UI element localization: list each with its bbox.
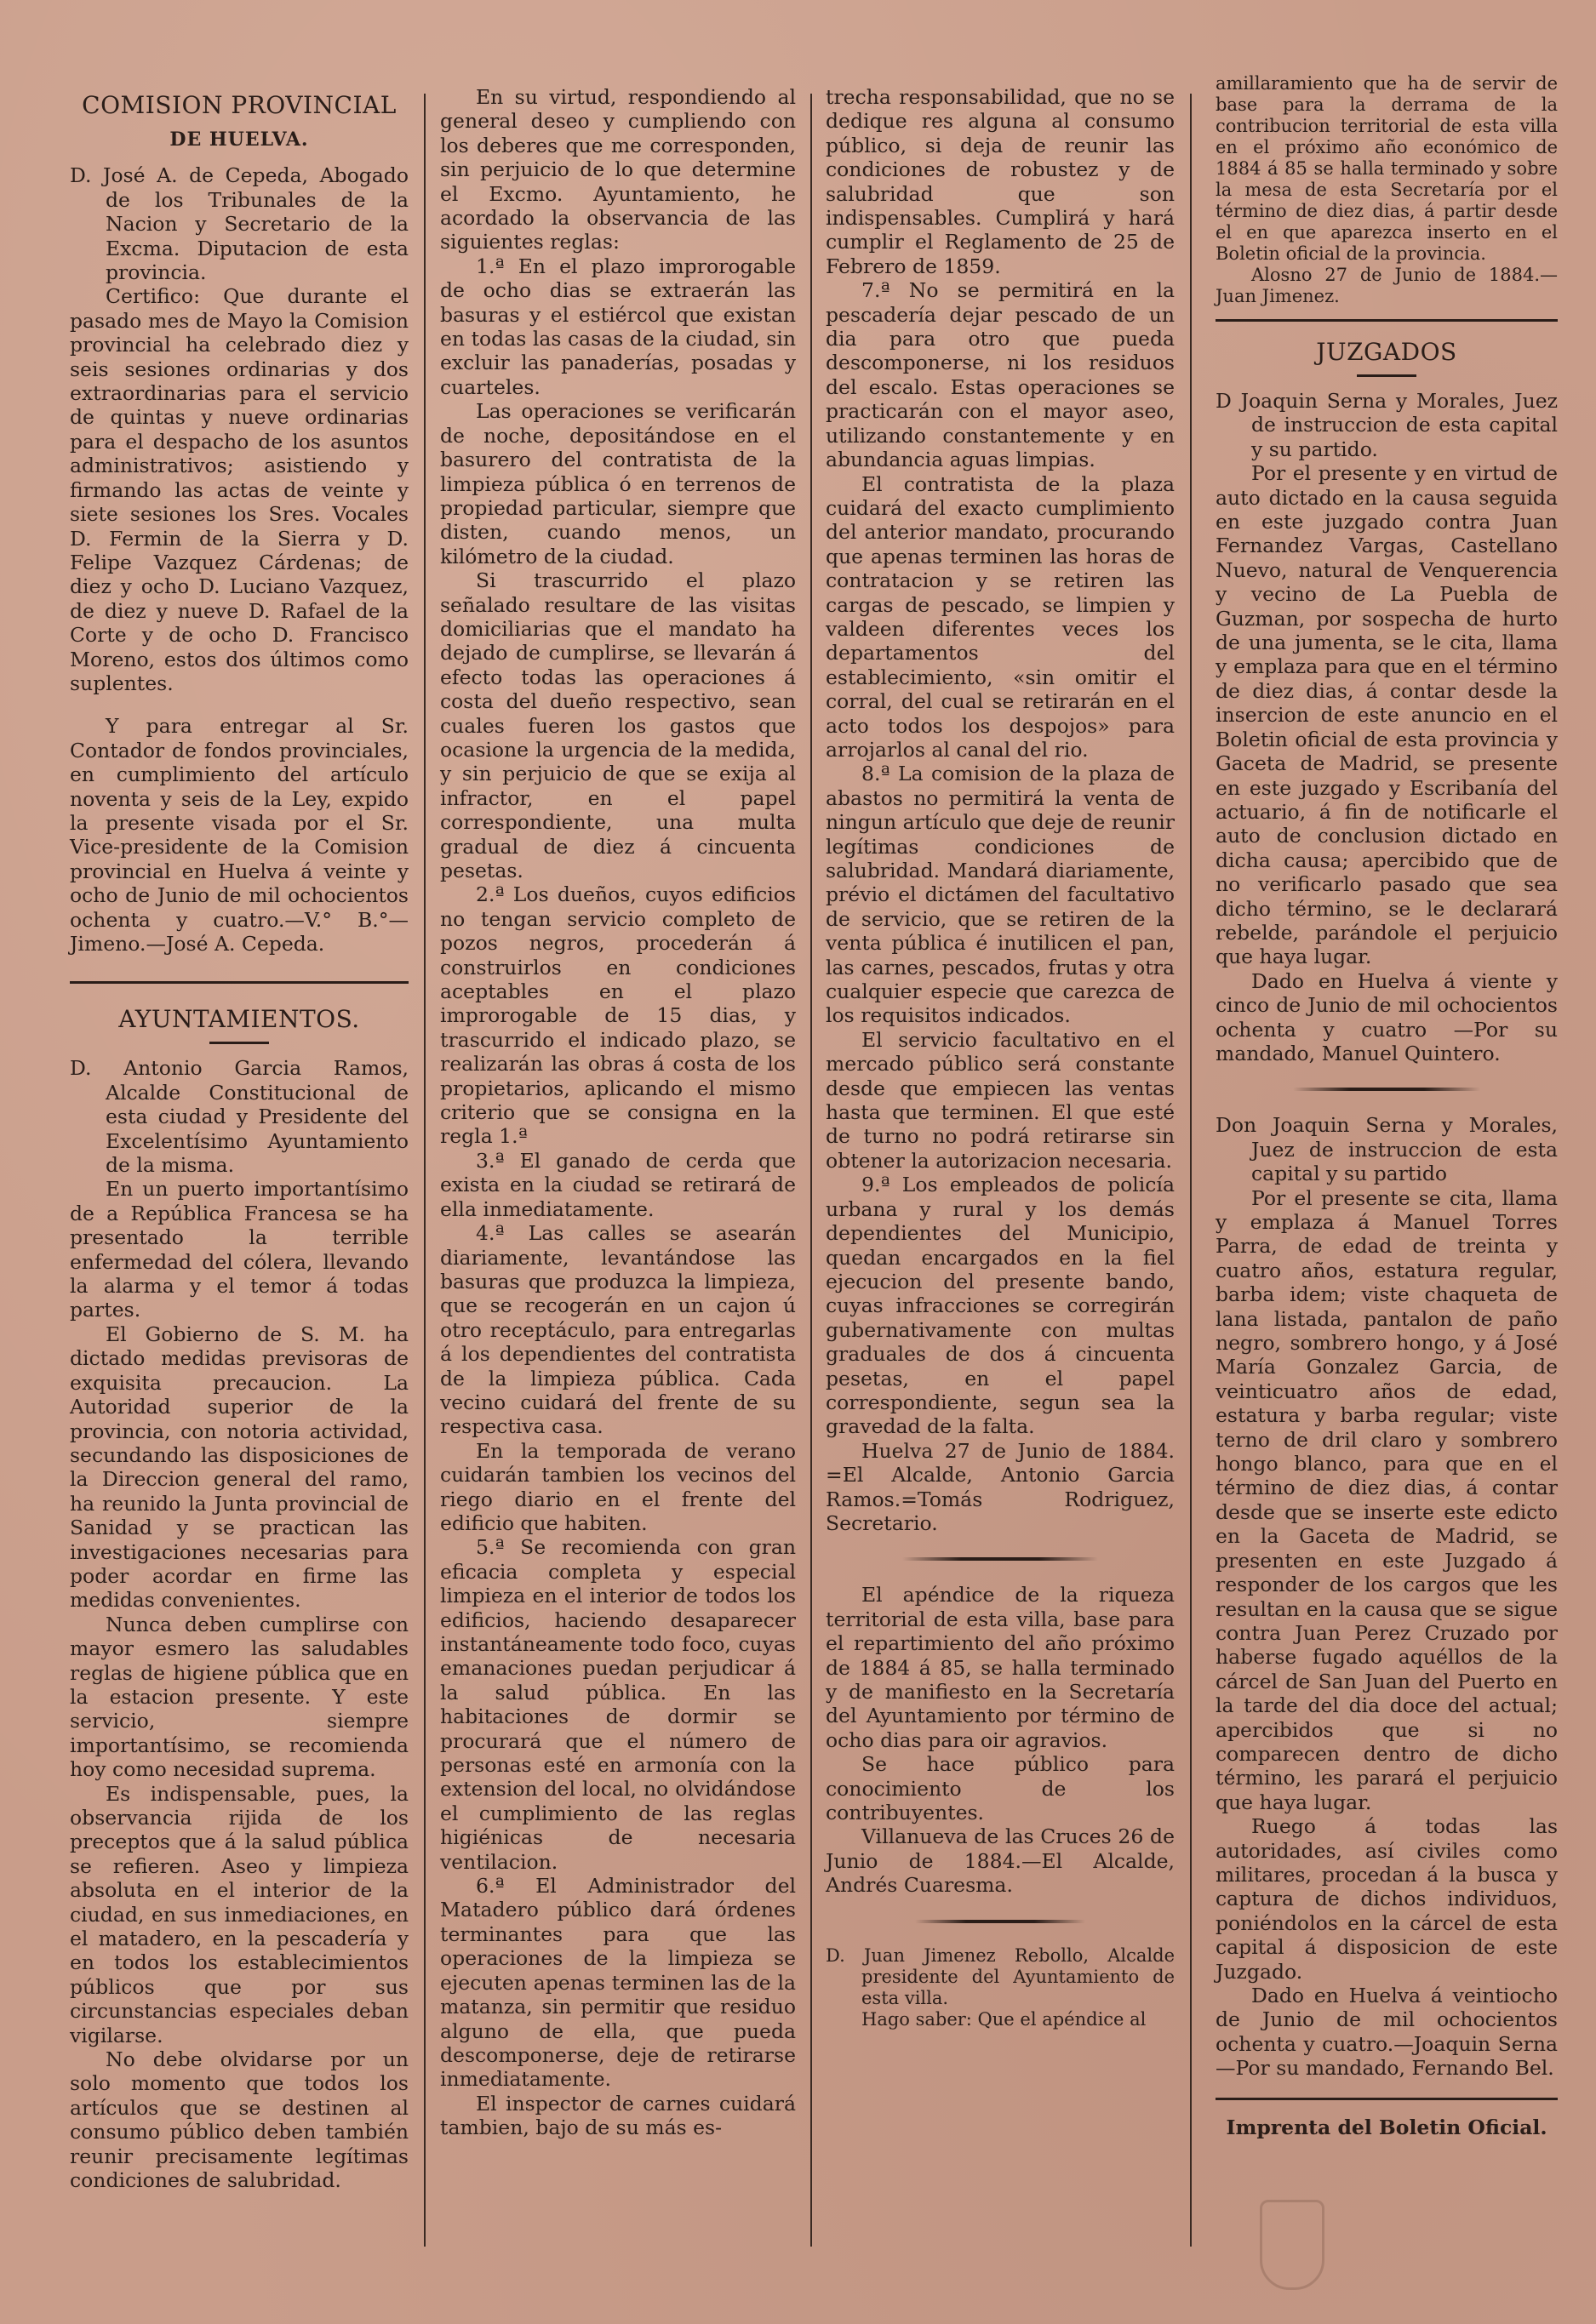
paragraph: Y para entregar al Sr. Contador de fondos provinciales, en cumplimiento del artículo noventa y seis de la Ley, expido la presente visada por el Sr. Vice-presidente de la Comision provincial en Huelva á veinte y ocho de Junio de mil ochocientos ochenta y cuatro.—V.° B.°—Jimeno.—José A. Cepeda. xyxy=(70,714,409,956)
paragraph: Si trascurrido el plazo señalado resultare de las visitas domiciliarias que el mandato ha dejado de cumplirse, se llevarán á efecto todas las operaciones á costa del dueño respectivo, sean cuales fueren los gastos que ocasione la urgencia de la medida, y sin perjuicio de que se exija al infractor, en el papel correspondiente, una multa gradual de diez á cincuenta pesetas. xyxy=(440,568,796,882)
paragraph: 2.ª Los dueños, cuyos edificios no tengan servicio completo de pozos negros, procederán á construirlos en condiciones aceptables en el plazo improrogable de 15 dias, y trascurrido el indicado plazo, se realizarán las obras á costa de los propietarios, aplicando el mismo criterio que se consigna en la regla 1.ª xyxy=(440,882,796,1149)
column-separator xyxy=(1190,94,1192,2247)
paragraph: Por el presente se cita, llama y emplaza á Manuel Torres Parra, de edad de treinta y cuatro años, estatura regular, barba idem; viste chaqueta de lana listada, pantalon de paño negro, sombrero hongo, y á José María Gonzalez Garcia, de veinticuatro años de edad, estatura y barba regular; viste terno de dril claro y sombrero hongo blanco, para que en el término de diez dias, á contar desde que se inserte este edicto en la Gaceta de Madrid, se presenten en este Juzgado á responder de los cargos que les resultan en la causa que se sigue contra Juan Perez Cruzado por haberse fugado aquéllos de la cárcel de San Juan del Puerto en la tarde del dia doce del actual; apercibidos que si no comparecen dentro de dicho término, les parará el perjuicio que haya lugar. xyxy=(1216,1185,1558,1814)
paragraph: Certifico: Que durante el pasado mes de Mayo la Comision provincial ha celebrado diez y seis sesiones ordinarias y dos extraordinarias para el servicio de quintas y nueve ordinarias para el despacho de los asuntos administrativos; asistiendo y firmando las actas de veinte y siete sesiones los Sres. Vocales D. Fermin de la Sierra y D. Felipe Vazquez Cárdenas; de diez y ocho D. Luciano Vazquez, de diez y nueve D. Rafael de la Corte y de ocho D. Francisco Moreno, estos dos últimos como suplentes. xyxy=(70,284,409,695)
paragraph: Alosno 27 de Junio de 1884.—Juan Jimenez. xyxy=(1216,265,1558,306)
paragraph: El inspector de carnes cuidará tambien, bajo de su más es- xyxy=(440,2091,796,2140)
paragraph: Dado en Huelva á veintiocho de Junio de mil ochocientos ochenta y cuatro.—Joaquin Serna —Por su mandado, Fernando Bel. xyxy=(1216,1984,1558,2081)
paragraph: En su virtud, respondiendo al general deseo y cumpliendo con los deberes que me corresponden, sin perjuicio de lo que determine el Excmo. Ayuntamiento, he acordado la observancia de las siguientes reglas: xyxy=(440,85,796,254)
paragraph: Se hace público para conocimiento de los contribuyentes. xyxy=(826,1752,1175,1825)
ornamental-divider xyxy=(1293,1088,1480,1091)
section-divider xyxy=(70,981,409,984)
paragraph: El apéndice de la riqueza territorial de esta villa, base para el repartimiento del año próximo de 1884 á 85, se halla terminado y de manifiesto en la Secretaría del Ayuntamiento por término de ocho dias para oir agravios. xyxy=(826,1583,1175,1752)
paragraph: En la temporada de verano cuidarán tambien los vecinos del riego diario en el frente del edificio que habiten. xyxy=(440,1438,796,1535)
paragraph: Las operaciones se verificarán de noche, depositándose en el basurero del contratista de la limpieza pública ó en terrenos de propiedad particular, siempre que disten, cuando menos, un kilómetro de la ciudad. xyxy=(440,399,796,568)
paragraph: D Joaquin Serna y Morales, Juez de instruccion de esta capital y su partido. xyxy=(1216,389,1558,461)
paragraph: En un puerto importantísimo de a República Francesa se ha presentado la terrible enfermedad del cólera, llevando la alarma y el temor á todas partes. xyxy=(70,1177,409,1322)
paragraph: 9.ª Los empleados de policía urbana y rural y los demás dependientes del Municipio, quedan encargados en la fiel ejecucion del presente bando, cuyas infracciones se corregirán gubernativamente con multas graduales de dos á cincuenta pesetas, en el papel correspondiente, segun sea la gravedad de la falta. xyxy=(826,1173,1175,1439)
paragraph: Nunca deben cumplirse con mayor esmero las saludables reglas de higiene pública que en la estacion presente. Y este servicio, siempre importantísimo, se recomienda hoy como necesidad suprema. xyxy=(70,1612,409,1782)
column-2 xyxy=(440,85,796,2140)
paragraph: Don Joaquin Serna y Morales, Juez de instruccion de esta capital y su partido xyxy=(1216,1113,1558,1186)
paragraph: Hago saber: Que el apéndice al xyxy=(861,2008,1147,2030)
paragraph: amillaramiento que ha de servir de base para la derrama de la contribucion territorial de esta villa en el próximo año económico de 1884 á 85 se halla terminado y sobre la mesa de esta Secretaría por el término de diez dias, á partir desde el en que aparezca inserto en el Boletin oficial de la provincia. xyxy=(1216,73,1558,264)
comision-provincial-heading: COMISION PROVINCIAL xyxy=(82,91,397,119)
heading-underline xyxy=(1357,374,1416,377)
section-divider xyxy=(1216,2098,1558,2100)
paragraph: Villanueva de las Cruces 26 de Junio de 1884.—El Alcalde, Andrés Cuaresma. xyxy=(826,1824,1175,1898)
paragraph: 3.ª El ganado de cerda que exista en la ciudad se retirará de ella inmediatamente. xyxy=(440,1148,796,1221)
ornamental-divider xyxy=(902,1557,1098,1561)
paragraph: 7.ª No se permitirá en la pescadería dejar pescado de un dia para otro que pueda descomponerse, ni los residuos del escalo. Estas operaciones se practicarán con el mayor aseo, utilizando constantemente y en abundancia aguas limpias. xyxy=(826,278,1175,472)
comision-provincial-subheading: DE HUELVA. xyxy=(169,128,309,151)
paragraph: Es indispensable, pues, la observancia rijida de los preceptos que á la salud pública se refieren. Aseo y limpieza absoluta en el interior de la ciudad, en sus inmediaciones, en el matadero, en la pescadería y en todos los establecimientos públicos que por sus circunstancias especiales deban vigilarse. xyxy=(70,1781,409,2047)
printer-credit: Imprenta del Boletin Oficial. xyxy=(1226,2115,1547,2139)
column-separator xyxy=(810,94,812,2247)
paragraph: El contratista de la plaza cuidará del exacto cumplimiento del anterior mandato, procurando que apenas terminen las horas de contratacion y se retiren las cargas de pescado, se limpien y valdeen diferentes veces los departamentos del establecimiento, «sin omitir el corral, del cual se retirarán en el acto todos los despojos» para arrojarlos al canal del rio. xyxy=(826,471,1175,762)
ornamental-divider xyxy=(915,1920,1085,1923)
paragraph: 8.ª La comision de la plaza de abastos no permitirá la venta de ningun artículo que deje de reunir legítimas condiciones de salubridad. Mandará diariamente, prévio el dictámen del facultativo de servicio, que se retiren de la venta pública é inutilicen el pan, las carnes, pescados, frutas y otra cualquier especie que carezca de los requisitos indicados. xyxy=(826,762,1175,1028)
ayuntamientos-heading: AYUNTAMIENTOS. xyxy=(118,1005,360,1034)
paragraph: 5.ª Se recomienda con gran eficacia completa y especial limpieza en el interior de todos los edificios, haciendo desaparecer instantáneamente todo foco, cuyas emanaciones puedan perjudicar á la salud pública. En las habitaciones de dormir se procurará que el número de personas esté en armonía con la extension del local, no olvidándose el cumplimiento de las reglas higiénicas de necesaria ventilacion. xyxy=(440,1535,796,1874)
paragraph: 1.ª En el plazo improrogable de ocho dias se extraerán las basuras y el estiércol que existan en todas las casas de la ciudad, sin excluir las panaderías, posadas y cuarteles. xyxy=(440,254,796,399)
juzgados-heading: JUZGADOS xyxy=(1316,338,1457,366)
paragraph: trecha responsabilidad, que no se dedique res alguna al consumo público, si deja de reunir las condiciones de robustez y de salubridad que son indispensables. Cumplirá y hará cumplir el Reglamento de 25 de Febrero de 1859. xyxy=(826,85,1175,278)
paragraph: El servicio facultativo en el mercado público será constante desde que empiecen las ventas hasta que terminen. El que esté de turno no podrá retirarse sin obtener la autorizacion necesaria. xyxy=(826,1027,1175,1173)
paragraph: D. José A. de Cepeda, Abogado de los Tribunales de la Nacion y Secretario de la Excma. Diputacion de esta provincia. xyxy=(70,163,409,285)
heading-underline xyxy=(209,1042,269,1044)
paragraph: Ruego á todas las autoridades, así civiles como militares, procedan á la busca y captura de dichos individuos, poniéndolos en la cárcel de esta capital á disposicion de este Juzgado. xyxy=(1216,1814,1558,1984)
library-watermark xyxy=(1260,2200,1515,2310)
column-4 xyxy=(1216,73,1558,2139)
paragraph: Huelva 27 de Junio de 1884. =El Alcalde, Antonio Garcia Ramos.=Tomás Rodriguez, Secretario. xyxy=(826,1438,1175,1535)
paragraph: Dado en Huelva á viente y cinco de Junio de mil ochocientos ochenta y cuatro —Por su mandado, Manuel Quintero. xyxy=(1216,968,1558,1065)
paragraph: 6.ª El Administrador del Matadero público dará órdenes terminantes para que las operaciones de la limpieza se ejecuten apenas terminen las de la matanza, sin permitir que residuo alguno de ella, que pueda descomponerse, deje de retirarse inmediatamente. xyxy=(440,1874,796,2092)
column-separator xyxy=(424,94,426,2247)
paragraph: No debe olvidarse por un solo momento que todos los artículos que se destinen al consumo público deben también reunir precisamente legítimas condiciones de salubridad. xyxy=(70,2047,409,2193)
paragraph: D. Juan Jimenez Rebollo, Alcalde presidente del Ayuntamiento de esta villa. xyxy=(826,1944,1175,2008)
section-divider xyxy=(1216,319,1558,322)
paragraph: Por el presente y en virtud de auto dictado en la causa seguida en este juzgado contra Juan Fernandez Vargas, Castellano Nuevo, natural de Venquerencia y vecino de La Puebla de Guzman, por sospecha de hurto de una jumenta, se le cita, llama y emplaza para que en el término de diez dias, á contar desde la insercion de este anuncio en el Boletin oficial de esta provincia y Gaceta de Madrid, se presente en este juzgado y Escribanía del actuario, á fin de notificarle el auto de conclusion dictado en dicha causa; apercibido que de no verificarlo pasado que sea dicho término, se le declarará rebelde, parándole el perjuicio que haya lugar. xyxy=(1216,461,1558,969)
column-3 xyxy=(826,85,1175,2030)
paragraph: D. Antonio Garcia Ramos, Alcalde Constitucional de esta ciudad y Presidente del Excelentísimo Ayuntamiento de la misma. xyxy=(70,1056,409,1178)
column-1 xyxy=(70,85,409,2193)
paragraph: El Gobierno de S. M. ha dictado medidas previsoras de exquisita precaucion. La Autoridad superior de la provincia, con notoria actividad, secundando las disposiciones de la Direccion general del ramo, ha reunido la Junta provincial de Sanidad y se practican las investigaciones necesarias para poder acordar en firme las medidas convenientes. xyxy=(70,1322,409,1613)
paragraph: 4.ª Las calles se asearán diariamente, levantándose las basuras que produzca la limpieza, que se recogerán en un cajon ú otro receptáculo, para entregarlas á los dependientes del contratista de la limpieza pública. Cada vecino cuidará del frente de su respectiva casa. xyxy=(440,1221,796,1439)
coat-of-arms-icon xyxy=(1260,2200,1324,2290)
